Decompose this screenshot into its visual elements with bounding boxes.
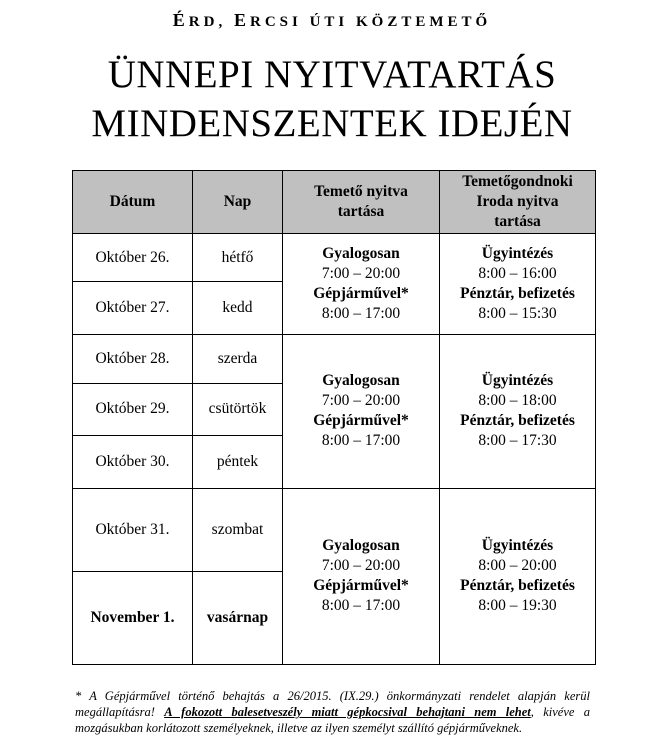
- page-title-line-2: MINDENSZENTEK IDEJÉN: [91, 102, 573, 145]
- subtitle-part-2: RCSI ÚTI KÖZTEMETŐ: [249, 14, 492, 30]
- walk-hours: 7:00 – 20:00: [321, 392, 401, 410]
- vehicle-hours: 8:00 – 17:00: [321, 597, 401, 615]
- subtitle-initial-2: E: [233, 10, 250, 30]
- header-cemetery-line-2: tartása: [337, 202, 385, 220]
- header-office-hours: [440, 171, 596, 234]
- date-cell: Október 31.: [73, 488, 193, 571]
- cashier-label: Pénztár, befizetés: [460, 284, 575, 302]
- cashier-label: Pénztár, befizetés: [460, 412, 575, 430]
- footnote-text-2: , kivéve a mozgásukban korlátozott személyeknek, illetve az ilyen személyt szállító gépjárműveknek.: [75, 705, 591, 735]
- header-cemetery-hours: [283, 171, 440, 234]
- vehicle-hours: 8:00 – 17:00: [321, 304, 401, 322]
- cemetery-hours-cell: [283, 334, 440, 488]
- subtitle-initial-1: É: [172, 10, 189, 30]
- table-row: [73, 488, 596, 571]
- admin-label: Ügyintézés: [481, 537, 554, 555]
- header-day: Nap: [193, 171, 283, 234]
- page-title-line-1: ÜNNEPI NYITVATARTÁS: [107, 53, 557, 96]
- header-office-line-2: Iroda nyitva: [476, 192, 559, 210]
- table-row: [73, 233, 596, 282]
- vehicle-label: Gépjárművel*: [313, 412, 409, 430]
- walk-hours: 7:00 – 20:00: [321, 557, 401, 575]
- date-cell: Október 27.: [73, 282, 193, 335]
- date-cell: Október 29.: [73, 383, 193, 436]
- day-cell: péntek: [193, 436, 283, 489]
- cashier-hours: 8:00 – 17:30: [478, 432, 557, 450]
- cashier-hours: 8:00 – 15:30: [478, 304, 557, 322]
- vehicle-hours: 8:00 – 17:00: [321, 432, 401, 450]
- table-header-row: [73, 171, 596, 234]
- admin-label: Ügyintézés: [481, 244, 554, 262]
- cemetery-name: [0, 10, 664, 31]
- office-hours-cell: [440, 233, 596, 334]
- office-hours-cell: [440, 488, 596, 664]
- cemetery-hours-cell: [283, 233, 440, 334]
- cashier-label: Pénztár, befizetés: [460, 577, 575, 595]
- header-cemetery-line-1: Temető nyitva: [314, 182, 408, 200]
- header-date: Dátum: [73, 171, 193, 234]
- date-cell: Október 28.: [73, 334, 193, 383]
- day-cell: kedd: [193, 282, 283, 335]
- admin-hours: 8:00 – 20:00: [478, 557, 557, 575]
- office-hours-cell: [440, 334, 596, 488]
- opening-hours-table: [72, 170, 596, 665]
- footnote-warning: A fokozott balesetveszély miatt gépkocsival behajtani nem lehet: [164, 705, 531, 719]
- vehicle-label: Gépjárművel*: [313, 284, 409, 302]
- date-cell: Október 26.: [73, 233, 193, 282]
- walk-label: Gyalogosan: [322, 372, 400, 390]
- subtitle-part-1: RD,: [188, 14, 234, 30]
- day-cell: hétfő: [193, 233, 283, 282]
- vehicle-label: Gépjárművel*: [313, 577, 409, 595]
- walk-label: Gyalogosan: [322, 244, 400, 262]
- day-cell: vasárnap: [193, 571, 283, 664]
- admin-label: Ügyintézés: [481, 372, 554, 390]
- footnote-text-1: * A Gépjárművel történő behajtás a 26/2015. (IX.29.) önkormányzati rendelet alapján kerül megállapításra!: [75, 689, 590, 719]
- admin-hours: 8:00 – 16:00: [478, 264, 557, 282]
- walk-hours: 7:00 – 20:00: [321, 264, 401, 282]
- cashier-hours: 8:00 – 19:30: [478, 597, 557, 615]
- header-office-line-1: Temetőgondnoki: [462, 172, 573, 190]
- day-cell: szombat: [193, 488, 283, 571]
- table-row: [73, 334, 596, 383]
- walk-label: Gyalogosan: [322, 537, 400, 555]
- day-cell: szerda: [193, 334, 283, 383]
- date-cell: November 1.: [73, 571, 193, 664]
- header-office-line-3: tartása: [494, 212, 541, 230]
- footnote: [75, 688, 590, 736]
- day-cell: csütörtök: [193, 383, 283, 436]
- date-cell: Október 30.: [73, 436, 193, 489]
- admin-hours: 8:00 – 18:00: [478, 392, 557, 410]
- cemetery-hours-cell: [283, 488, 440, 664]
